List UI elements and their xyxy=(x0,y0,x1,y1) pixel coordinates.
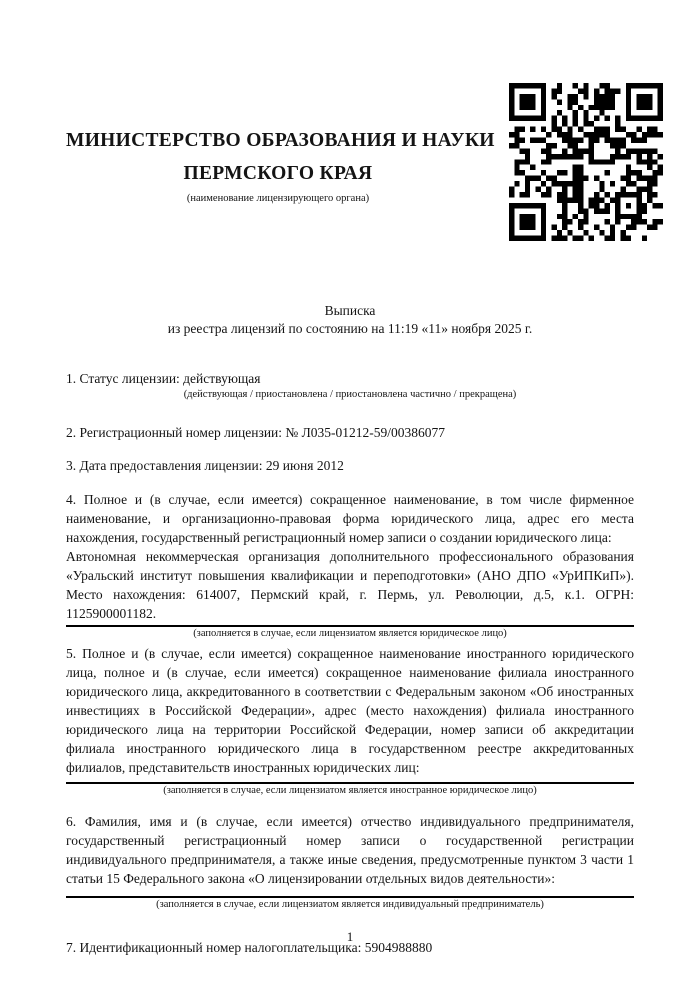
ministry-caption: (наименование лицензирующего органа) xyxy=(186,193,370,204)
item-6-individual-entrepreneur xyxy=(66,812,634,911)
grant-date-text: 3. Дата предоставления лицензии: 29 июня 2012 xyxy=(66,458,344,473)
title-line2: из реестра лицензий по состоянию на 11:19 «11» ноября 2025 г. xyxy=(167,321,533,336)
item-4-legal-entity xyxy=(66,490,634,640)
foreign-entity-heading: 5. Полное и (в случае, если имеется) сокращенное наименование иностранного юридического лица, полное и (в случае, если имеется) сокращенное наименование филиала иностранного юридического лица, аккредитованного в соответствии с Федеральным законом «Об иностранных инвестициях в Российской Федерации», адрес (место нахождения) филиала иностранного юридического лица на территории Российской Федерации, номер записи об аккредитации филиала иностранного юридического лица в государственном реестре аккредитованных филиалов, представительств иностранных юридических лиц: xyxy=(66,646,634,775)
license-status-options-note: (действующая / приостановлена / приостановлена частично / прекращена) xyxy=(183,389,517,400)
title-line1: Выписка xyxy=(324,303,376,318)
foreign-entity-note: (заполняется в случае, если лицензиатом является иностранное юридическое лицо) xyxy=(163,785,537,796)
licensing-authority-header xyxy=(66,124,495,205)
taxpayer-id-text: 7. Идентификационный номер налогоплательщика: 5904988880 xyxy=(66,940,433,955)
page-number: 1 xyxy=(346,929,354,944)
registration-number-text: 2. Регистрационный номер лицензии: № Л035-01212-59/00386077 xyxy=(66,425,446,440)
item-3-license-grant-date xyxy=(66,456,634,475)
item-2-registration-number xyxy=(66,423,634,442)
item-5-foreign-entity xyxy=(66,644,634,797)
document-title xyxy=(66,302,634,338)
qr-code-icon xyxy=(509,83,663,241)
entrepreneur-heading: 6. Фамилия, имя и (в случае, если имеется) отчество индивидуального предпринимателя, государственный регистрационный номер записи о государственной регистрации индивидуального предпринимателя, а также иные сведения, предусмотренные пунктом 3 части 1 статьи 15 Федерального закона «О лицензировании отдельных видов деятельности»: xyxy=(66,814,634,886)
license-status-text: 1. Статус лицензии: действующая xyxy=(66,371,261,386)
ministry-name-line1: МИНИСТЕРСТВО ОБРАЗОВАНИЯ И НАУКИ xyxy=(66,130,495,151)
legal-entity-details: Автономная некоммерческая организация дополнительного профессионального образования «Уральский институт повышения квалификации и переподготовки» (АНО ДПО «УрИПКиП»). Место нахождения: 614007, Пермский край, г. Пермь, ул. Революции, д.5, к.1. ОГРН: 1125900001182. xyxy=(66,549,634,621)
ministry-name-line2: ПЕРМСКОГО КРАЯ xyxy=(183,163,373,184)
item-1-license-status xyxy=(66,369,634,401)
legal-entity-heading: 4. Полное и (в случае, если имеется) сокращенное наименование, в том числе фирменное наименование, и организационно-правовая форма юридического лица, адрес его места нахождения, государственный регистрационный номер записи о создании юридического лица: xyxy=(66,492,634,545)
legal-entity-note: (заполняется в случае, если лицензиатом является юридическое лицо) xyxy=(193,628,507,639)
entrepreneur-note: (заполняется в случае, если лицензиатом является индивидуальный предприниматель) xyxy=(156,899,544,910)
